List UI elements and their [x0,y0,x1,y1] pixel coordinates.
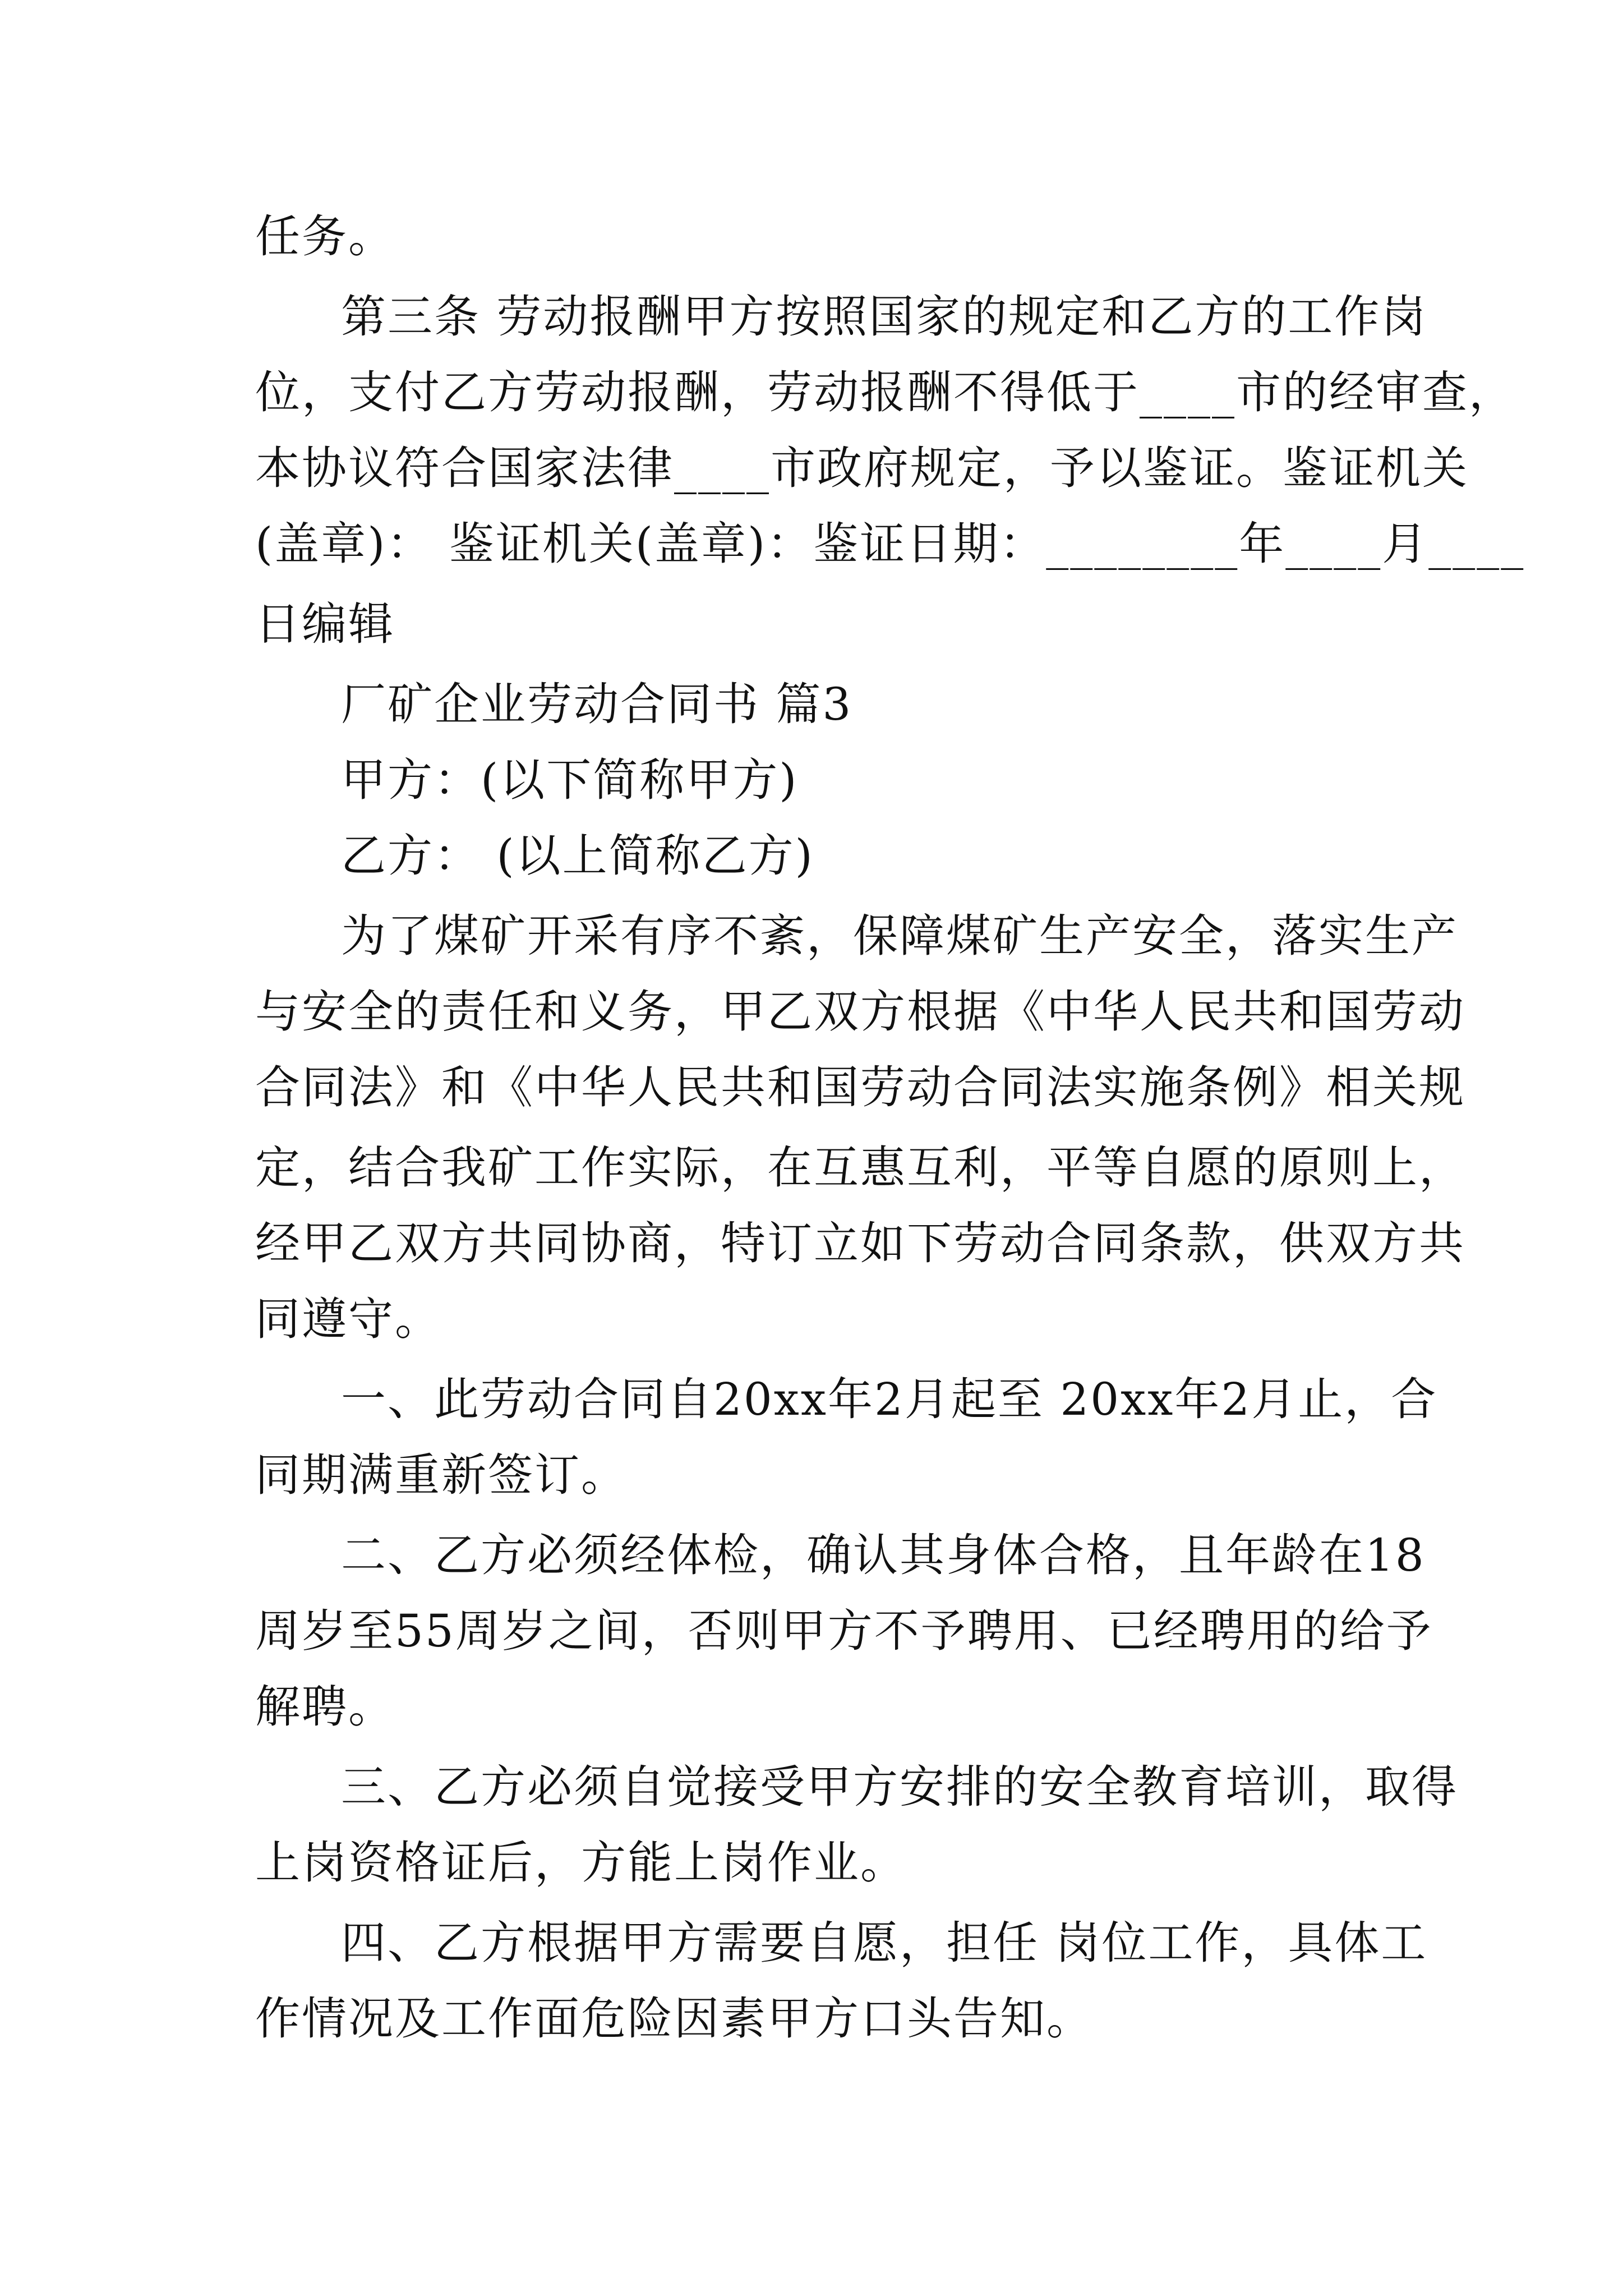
text-line: 合同法》和《中华人民共和国劳动合同法实施条例》相关规 [255,1061,1465,1114]
text-line: 与安全的责任和义务，甲乙双方根据《中华人民共和国劳动 [255,986,1465,1038]
paragraph-first-line: 第三条 劳动报酬甲方按照国家的规定和乙方的工作岗 [341,291,1428,343]
text-line: 上岗资格证后，方能上岗作业。 [255,1837,907,1889]
text-line: 解聘。 [255,1681,395,1733]
text-line: 定，结合我矿工作实际，在互惠互利，平等自愿的原则上， [255,1142,1465,1194]
paragraph-first-line: 一、此劳动合同自20xx年2月起至 20xx年2月止，合 [341,1373,1438,1425]
text-line: 同遵守。 [255,1293,441,1345]
paragraph-first-line: 为了煤矿开采有序不紊，保障煤矿生产安全，落实生产 [341,910,1458,962]
party-b-line: 乙方： (以上简称乙方) [341,830,814,882]
text-line: 本协议符合国家法律____市政府规定，予以鉴证。鉴证机关 [255,442,1469,494]
text-line: 周岁至55周岁之间，否则甲方不予聘用、已经聘用的给予 [255,1605,1433,1657]
party-a-line: 甲方：(以下简称甲方) [341,754,799,806]
text-line: 位，支付乙方劳动报酬，劳动报酬不得低于____市的经审查， [255,366,1515,418]
text-line: 作情况及工作面危险因素甲方口头告知。 [255,1993,1093,2045]
text-line: 经甲乙双方共同协商，特订立如下劳动合同条款，供双方共 [255,1217,1465,1269]
paragraph-first-line: 二、乙方必须经体检，确认其身体合格，且年龄在18 [341,1529,1426,1581]
paragraph-first-line: 四、乙方根据甲方需要自愿，担任 岗位工作，具体工 [341,1917,1428,1969]
text-line: 日编辑 [255,598,395,650]
paragraph-first-line: 三、乙方必须自觉接受甲方安排的安全教育培训，取得 [341,1761,1458,1813]
section-heading: 厂矿企业劳动合同书 篇3 [341,678,853,730]
text-line: 同期满重新签订。 [255,1449,628,1501]
text-line: 任务。 [255,210,395,263]
text-line: (盖章)： 鉴证机关(盖章)：鉴证日期：________年____月____ [255,518,1525,570]
